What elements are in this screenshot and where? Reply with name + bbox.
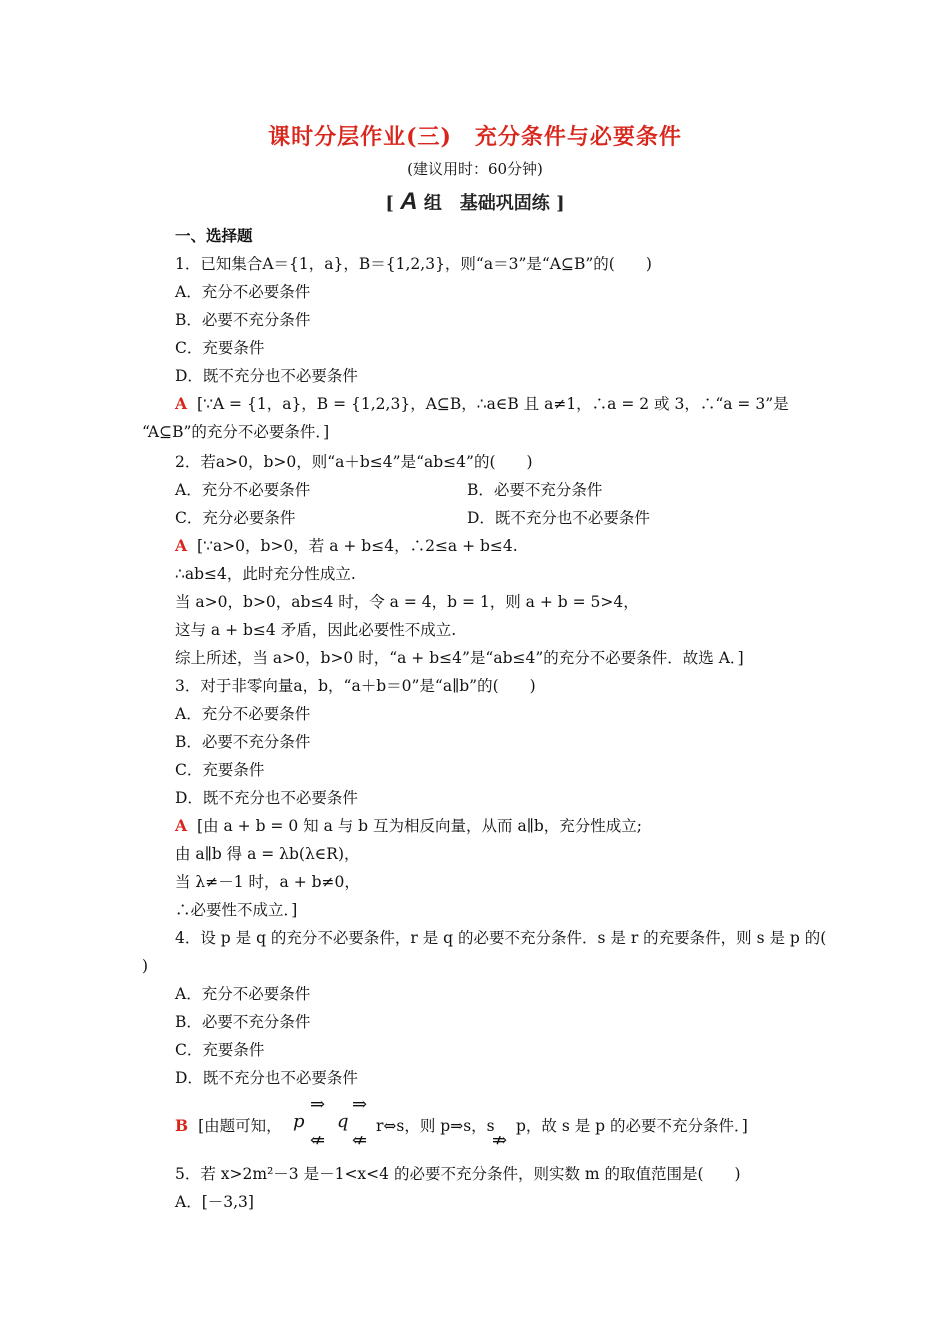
- time-suggestion: (建议用时：60分钟): [407, 160, 543, 178]
- q2-answer: A: [175, 536, 188, 555]
- q2-option-b: B．必要不充分条件: [467, 481, 603, 499]
- q2-option-d: D．既不充分也不必要条件: [467, 509, 650, 527]
- group-heading: [0, 188, 950, 216]
- symbol-q: q: [337, 1111, 349, 1132]
- q2-option-a: A．充分不必要条件: [175, 481, 311, 499]
- question-1: 1．已知集合A＝{1，a}，B＝{1,2,3}，则“a＝3”是“A⊆B”的( ): [175, 255, 652, 273]
- group-label: 组 基础巩固练: [423, 193, 550, 214]
- group-bracket-right: ]: [556, 193, 565, 214]
- q4-answer: B: [175, 1116, 189, 1135]
- group-letter: A: [400, 188, 418, 215]
- q1-option-a: A．充分不必要条件: [175, 283, 311, 301]
- q1-option-d: D．既不充分也不必要条件: [175, 367, 358, 385]
- q1-answer: A: [175, 394, 188, 413]
- q1-solution: [175, 394, 789, 414]
- q4-option-b: B．必要不充分条件: [175, 1013, 311, 1031]
- q2-solution: [175, 536, 518, 556]
- q4-solution-start: [由题可知，: [198, 1117, 282, 1135]
- q4-solution-end: p，故 s 是 p 的必要不充分条件．]: [516, 1117, 748, 1135]
- q2-solution-line5: 综上所述，当 a>0，b>0 时，“a + b≤4”是“ab≤4”的充分不必要条件．故选 A．]: [175, 649, 744, 667]
- q3-option-c: C．充要条件: [175, 761, 265, 779]
- q4-solution: [175, 1116, 282, 1136]
- q2-solution-line4: 这与 a + b≤4 矛盾，因此必要性不成立.: [175, 621, 457, 639]
- implies-arrow-1: ⇒: [310, 1094, 326, 1115]
- q2-solution-text: [∵a>0，b>0，若 a + b≤4，∴2≤a + b≤4.: [197, 537, 518, 555]
- q2-solution-line3: 当 a>0，b>0，ab≤4 时，令 a = 4，b = 1，则 a + b = 5>4，: [175, 593, 639, 611]
- q3-solution-text: [由 a + b = 0 知 a 与 b 互为相反向量，从而 a∥b，充分性成立;: [197, 817, 642, 835]
- q3-option-a: A．充分不必要条件: [175, 705, 311, 723]
- q3-solution-line2: 由 a∥b 得 a = λb(λ∈R)，: [175, 845, 360, 863]
- group-bracket-left: [: [385, 193, 394, 214]
- q3-solution-line4: ∴必要性不成立．]: [175, 901, 298, 919]
- question-3: 3．对于非零向量a，b，“a＋b＝0”是“a∥b”的( ): [175, 677, 536, 695]
- q4-solution-mid: r⇔s，则 p⇒s，s: [376, 1117, 495, 1135]
- q1-option-c: C．充要条件: [175, 339, 265, 357]
- not-implies-arrow: ⇏: [492, 1130, 508, 1151]
- question-5: 5．若 x>2m²－3 是－1<x<4 的必要不充分条件，则实数 m 的取值范围是( ): [175, 1165, 741, 1183]
- section-heading: 一、选择题: [175, 226, 253, 245]
- q5-option-a: A．[－3,3]: [175, 1193, 254, 1211]
- q4-option-c: C．充要条件: [175, 1041, 265, 1059]
- q2-option-c: C．充分必要条件: [175, 509, 296, 527]
- not-implied-arrow-2: ⇍: [352, 1130, 368, 1151]
- q2-solution-line2: ∴ab≤4，此时充分性成立.: [175, 565, 356, 583]
- question-4-cont: ): [142, 957, 149, 975]
- q3-solution: [175, 816, 642, 836]
- q3-answer: A: [175, 816, 188, 835]
- question-4: 4．设 p 是 q 的充分不必要条件，r 是 q 的必要不充分条件．s 是 r 的充要条件，则 s 是 p 的(: [175, 929, 827, 947]
- q3-option-b: B．必要不充分条件: [175, 733, 311, 751]
- q4-option-d: D．既不充分也不必要条件: [175, 1069, 358, 1087]
- not-implied-arrow-1: ⇍: [310, 1130, 326, 1151]
- q1-solution-text: [∵A = {1，a}，B = {1,2,3}，A⊆B，∴a∈B 且 a≠1，∴a = 2 或 3，∴“a = 3”是: [197, 395, 789, 413]
- q1-solution-cont: “A⊆B”的充分不必要条件．]: [142, 423, 330, 441]
- q1-option-b: B．必要不充分条件: [175, 311, 311, 329]
- page-title: 课时分层作业(三) 充分条件与必要条件: [268, 124, 682, 150]
- question-2: 2．若a>0，b>0，则“a＋b≤4”是“ab≤4”的( ): [175, 453, 533, 471]
- implies-arrow-2: ⇒: [352, 1094, 368, 1115]
- symbol-p: p: [293, 1111, 305, 1132]
- q3-solution-line3: 当 λ≠－1 时，a + b≠0，: [175, 873, 360, 891]
- q4-option-a: A．充分不必要条件: [175, 985, 311, 1003]
- q3-option-d: D．既不充分也不必要条件: [175, 789, 358, 807]
